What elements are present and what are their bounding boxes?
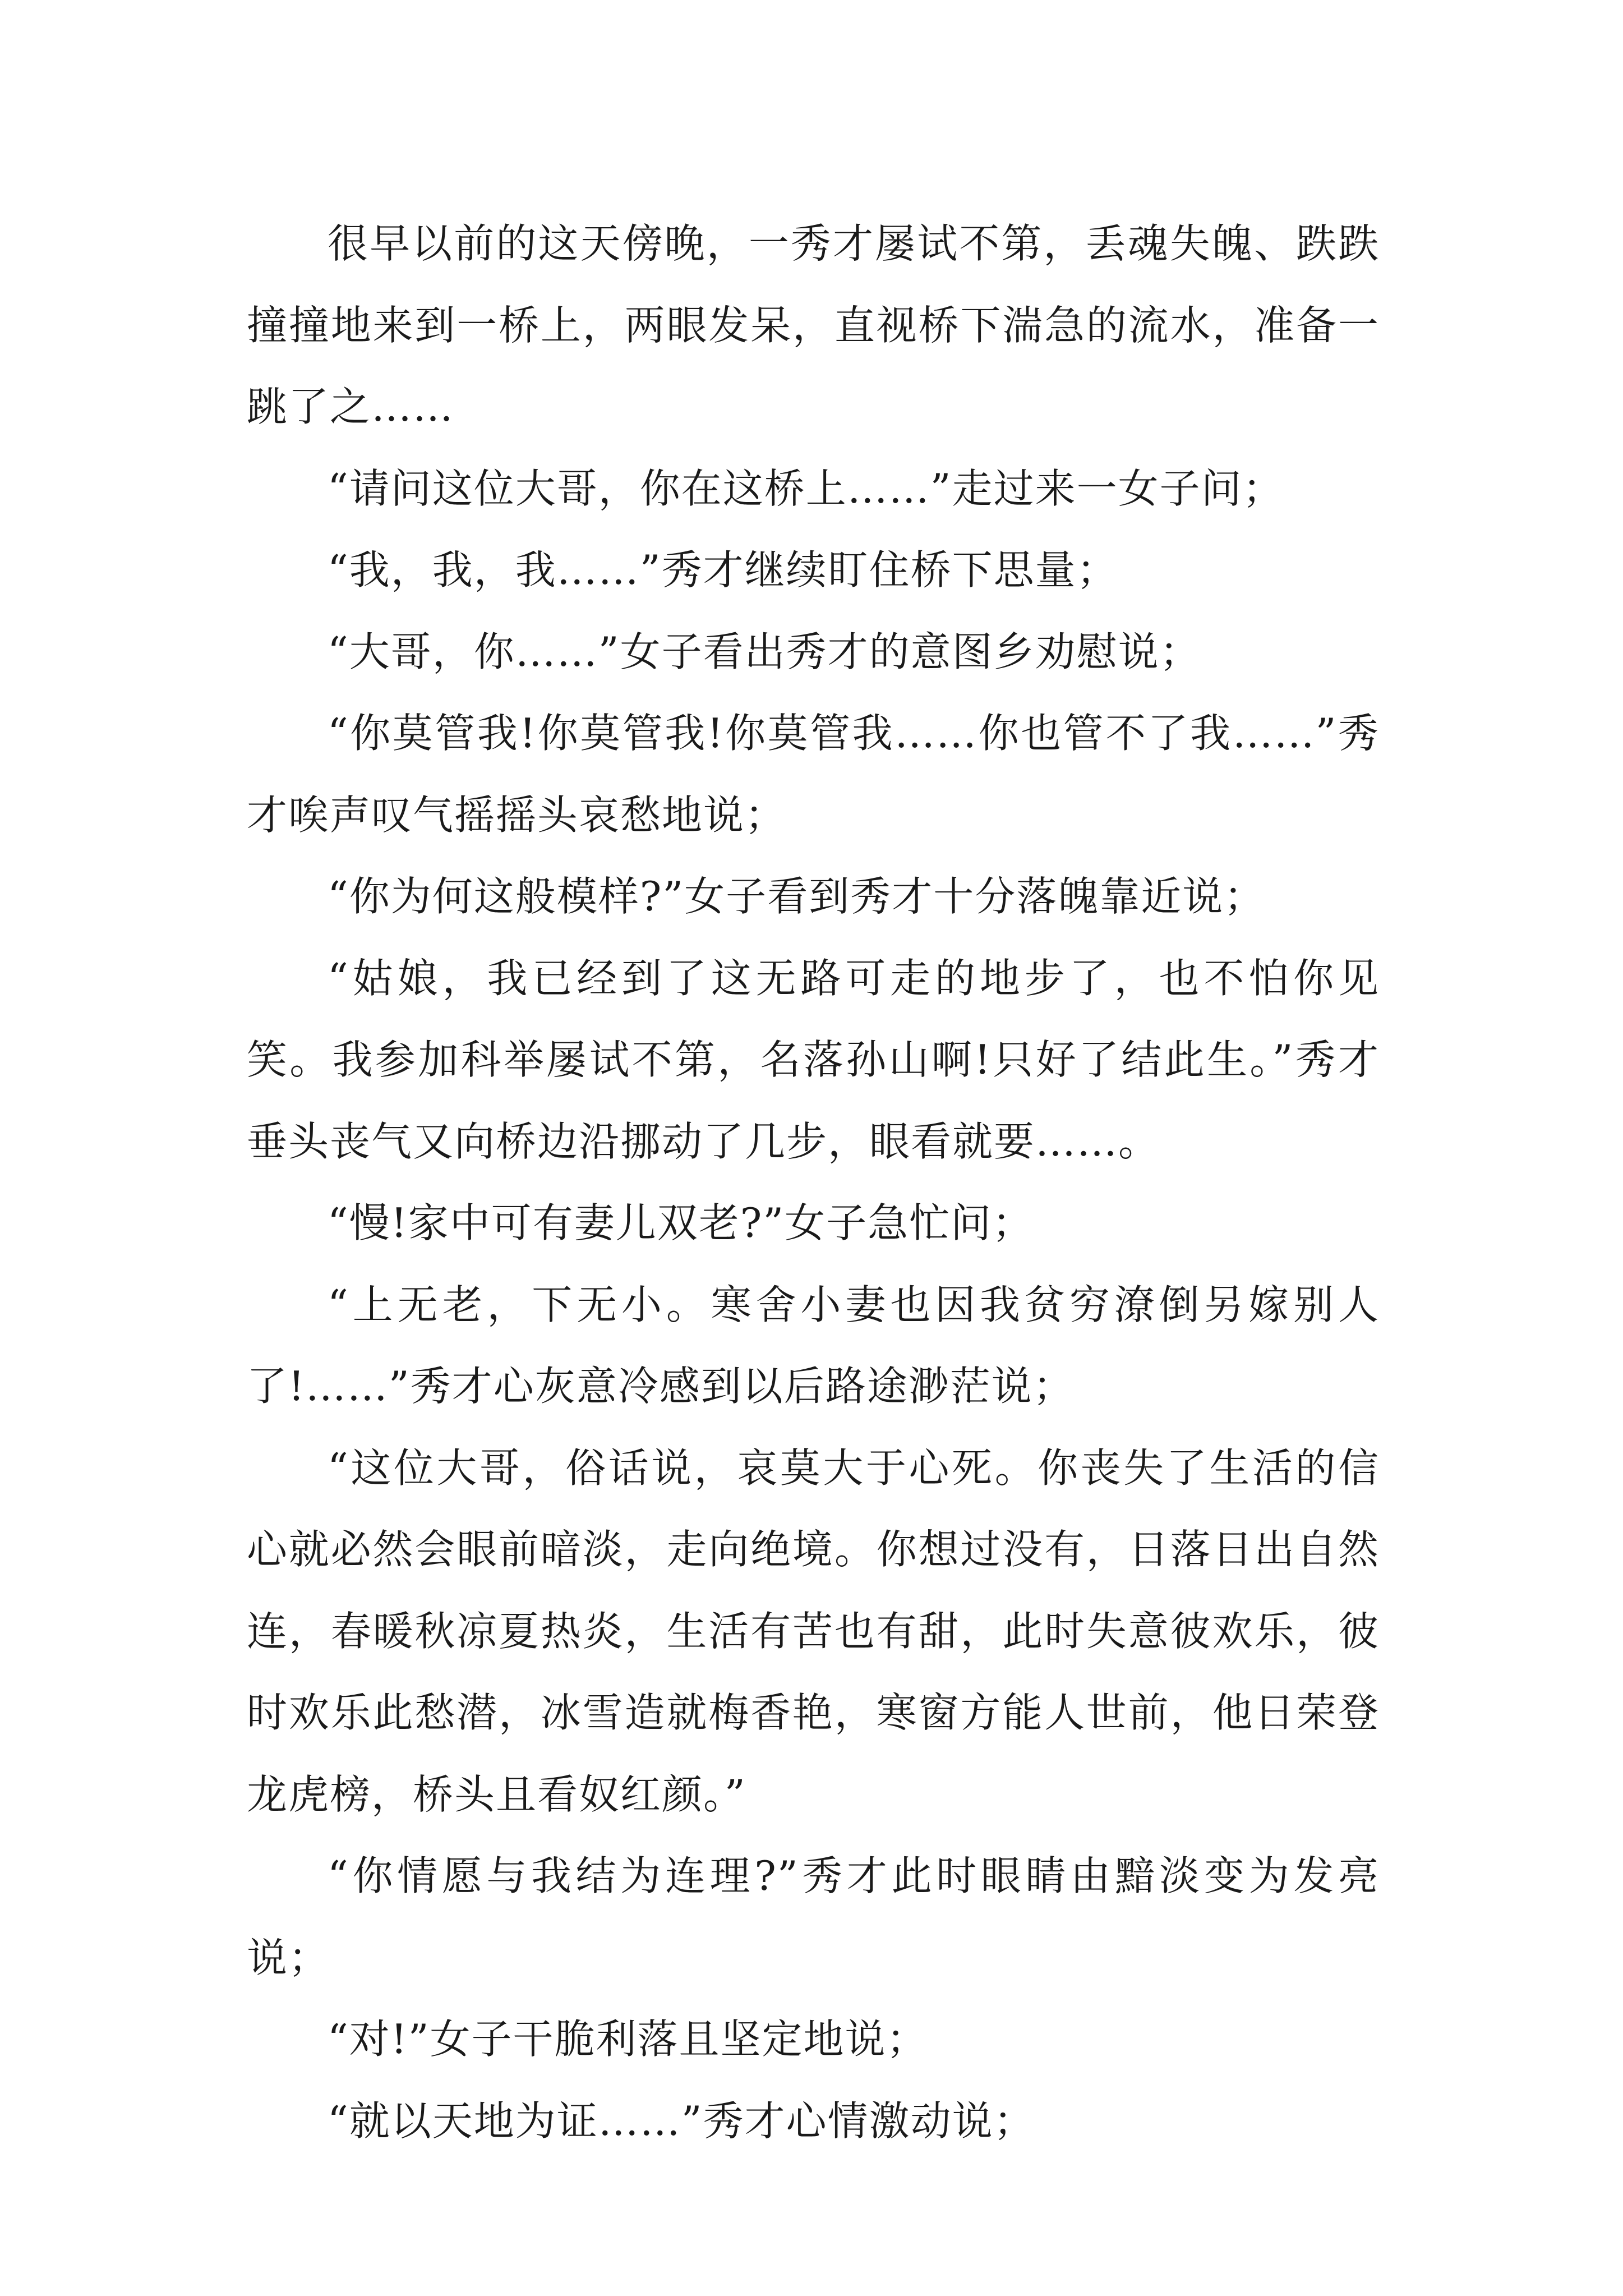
paragraph-11: “你情愿与我结为连理?”秀才此时眼睛由黯淡变为发亮说； (247, 1852, 1380, 1981)
paragraph-8: “慢!家中可有妻儿双老?”女子急忙问； (328, 1199, 1034, 1246)
story-body (247, 203, 1380, 2162)
paragraph-9: “上无老，下无小。寒舍小妻也因我贫穷潦倒另嫁别人了!……”秀才心灰意冷感到以后路途渺茫说； (247, 1281, 1380, 1410)
paragraph-3: “我，我，我……”秀才继续盯住桥下思量； (328, 546, 1118, 593)
paragraph-1: 很早以前的这天傍晚，一秀才屡试不第，丢魂失魄、跌跌撞撞地来到一桥上，两眼发呆，直视桥下湍急的流水，准备一跳了之…… (247, 220, 1380, 430)
paragraph-7: “姑娘，我已经到了这无路可走的地步了，也不怕你见笑。我参加科举屡试不第，名落孙山啊!只好了结此生。”秀才垂头丧气又向桥边沿挪动了几步，眼看就要……。 (247, 954, 1380, 1165)
paragraph-12: “对!”女子干脆利落且坚定地说； (328, 2016, 928, 2063)
paragraph-13: “就以天地为证……”秀才心情激动说； (328, 2097, 1035, 2145)
paragraph-6: “你为何这般模样?”女子看到秀才十分落魄靠近说； (328, 873, 1266, 920)
paragraph-4: “大哥，你……”女子看出秀才的意图乡劝慰说； (328, 628, 1201, 675)
paragraph-10: “这位大哥，俗话说，哀莫大于心死。你丧失了生活的信心就必然会眼前暗淡，走向绝境。你想过没有，日落日出自然连，春暖秋凉夏热炎，生活有苦也有甜，此时失意彼欢乐，彼时欢乐此愁潜，冰雪造就梅香艳，寒窗方能人世前，他日荣登龙虎榜，桥头且看奴红颜。” (247, 1444, 1380, 1818)
paragraph-5: “你莫管我!你莫管我!你莫管我……你也管不了我……”秀才唉声叹气摇摇头哀愁地说； (247, 710, 1380, 839)
paragraph-2: “请问这位大哥，你在这桥上……”走过来一女子问； (328, 464, 1284, 512)
